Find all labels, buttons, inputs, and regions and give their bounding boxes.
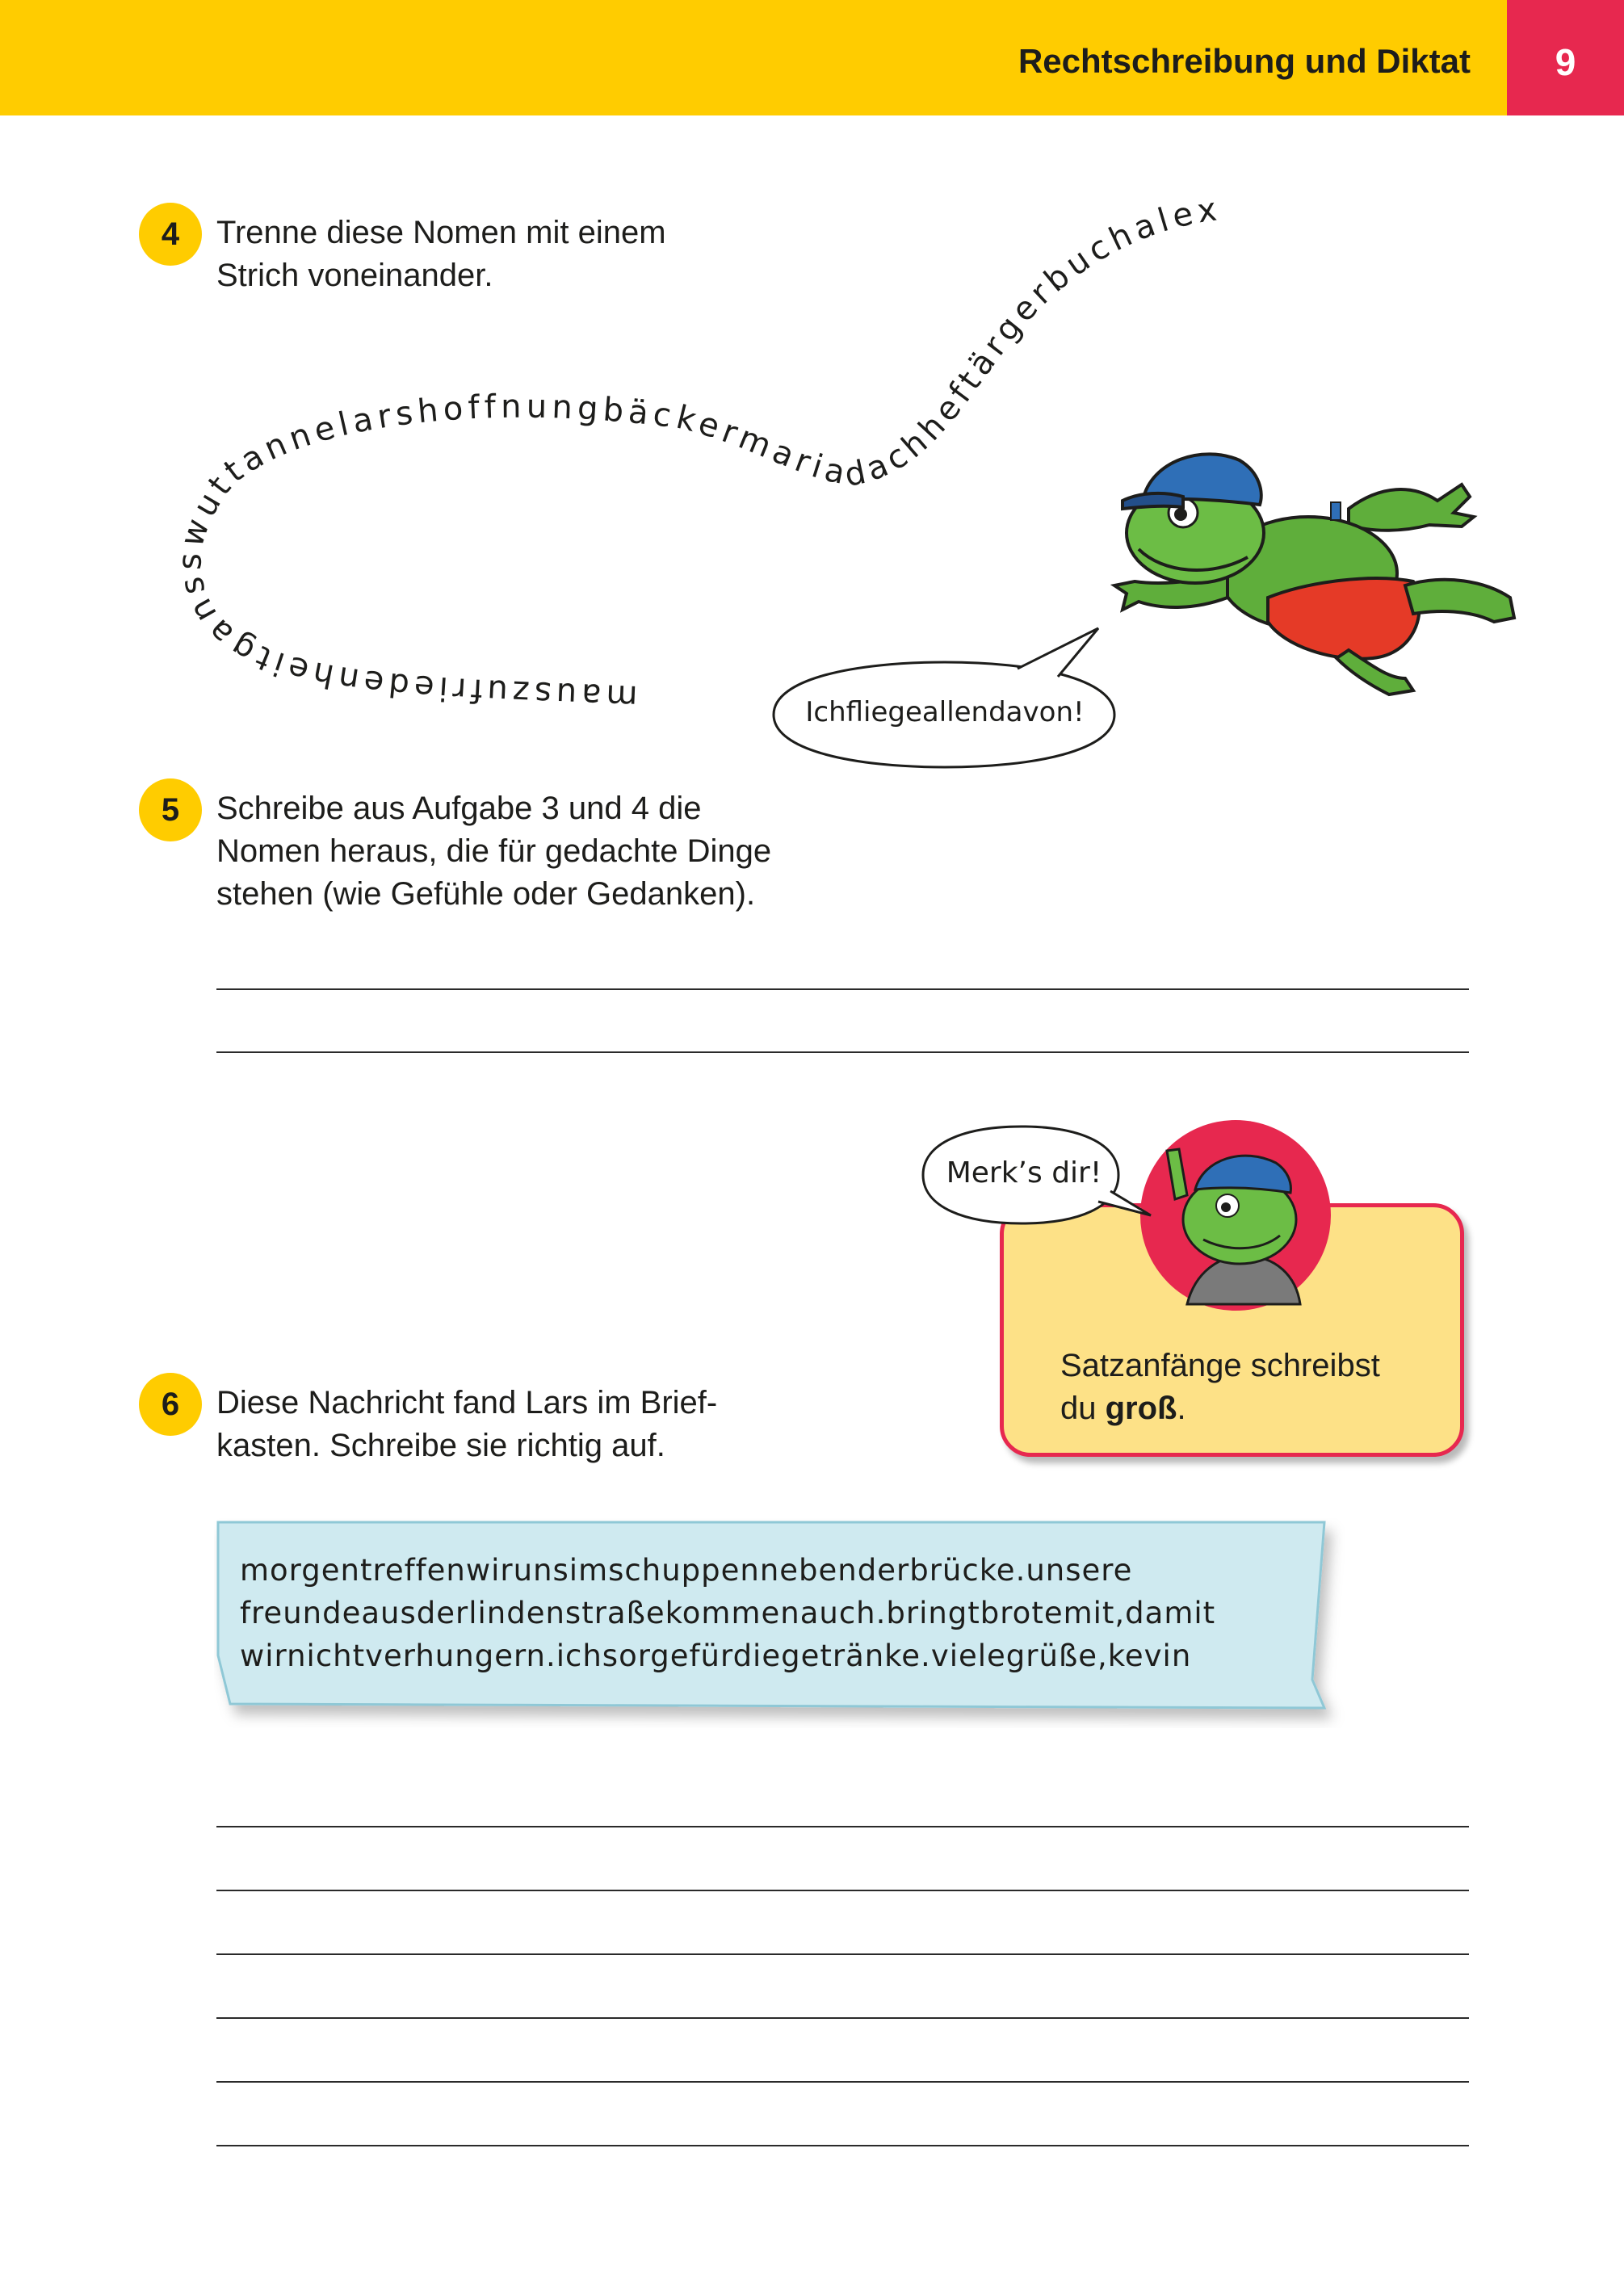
message-line-1: morgentreffenwirunsimschuppennebenderbrücke.unsere bbox=[240, 1553, 1133, 1588]
task-4-line-2: Strich voneinander. bbox=[216, 258, 493, 293]
task-5-instruction bbox=[216, 787, 771, 916]
message-line-3: wirnichtverhungern.ichsorgefürdiegetränke.vielegrüße,kevin bbox=[240, 1639, 1192, 1673]
speech-bubble-frog-text: Ichfliegeallendavon! bbox=[805, 696, 1085, 728]
header-title: Rechtschreibung und Diktat bbox=[1018, 42, 1471, 80]
task-4-number: 4 bbox=[139, 203, 202, 266]
task-5-line-3: stehen (wie Gefühle oder Gedanken). bbox=[216, 876, 756, 912]
writing-line[interactable] bbox=[216, 1890, 1469, 1891]
message-note-text bbox=[240, 1549, 1215, 1677]
writing-line[interactable] bbox=[216, 1953, 1469, 1955]
tip-line-2 bbox=[1060, 1387, 1380, 1430]
message-line-2: freundeausderlindenstraßekommenauch.bringtbrotemit,damit bbox=[240, 1596, 1216, 1630]
writing-line[interactable] bbox=[216, 988, 1469, 990]
tip-line-2-prefix: du bbox=[1060, 1391, 1106, 1426]
task-6-instruction bbox=[216, 1382, 717, 1467]
page-number: 9 bbox=[1555, 41, 1576, 83]
task-4-line-1: Trenne diese Nomen mit einem bbox=[216, 215, 666, 250]
tip-text bbox=[1060, 1345, 1380, 1430]
task-6-number: 6 bbox=[139, 1373, 202, 1436]
page-header bbox=[0, 0, 1624, 115]
page-number-box bbox=[1507, 0, 1624, 115]
writing-line[interactable] bbox=[216, 2017, 1469, 2019]
task-5-number: 5 bbox=[139, 778, 202, 841]
tip-line-2-suffix: . bbox=[1177, 1391, 1186, 1426]
task-5-line-2: Nomen heraus, die für gedachte Dinge bbox=[216, 833, 772, 869]
writing-line[interactable] bbox=[216, 2145, 1469, 2146]
task-6-line-1: Diese Nachricht fand Lars im Brief- bbox=[216, 1385, 718, 1420]
writing-line[interactable] bbox=[216, 1826, 1469, 1827]
task-5-line-1: Schreibe aus Aufgabe 3 und 4 die bbox=[216, 791, 702, 826]
task-6-line-2: kasten. Schreibe sie richtig auf. bbox=[216, 1428, 665, 1463]
tip-line-1: Satzanfänge schreibst bbox=[1060, 1348, 1380, 1383]
tip-line-2-bold: groß bbox=[1105, 1391, 1177, 1426]
writing-line[interactable] bbox=[216, 1051, 1469, 1053]
snake-word-textpath: mauszufriedenheitgansswuttannelarshoffnungbäckermariadachheftärgerbuchalex bbox=[171, 190, 1224, 715]
writing-line[interactable] bbox=[216, 2081, 1469, 2083]
speech-bubble-tip-text: Merk’s dir! bbox=[946, 1156, 1102, 1190]
